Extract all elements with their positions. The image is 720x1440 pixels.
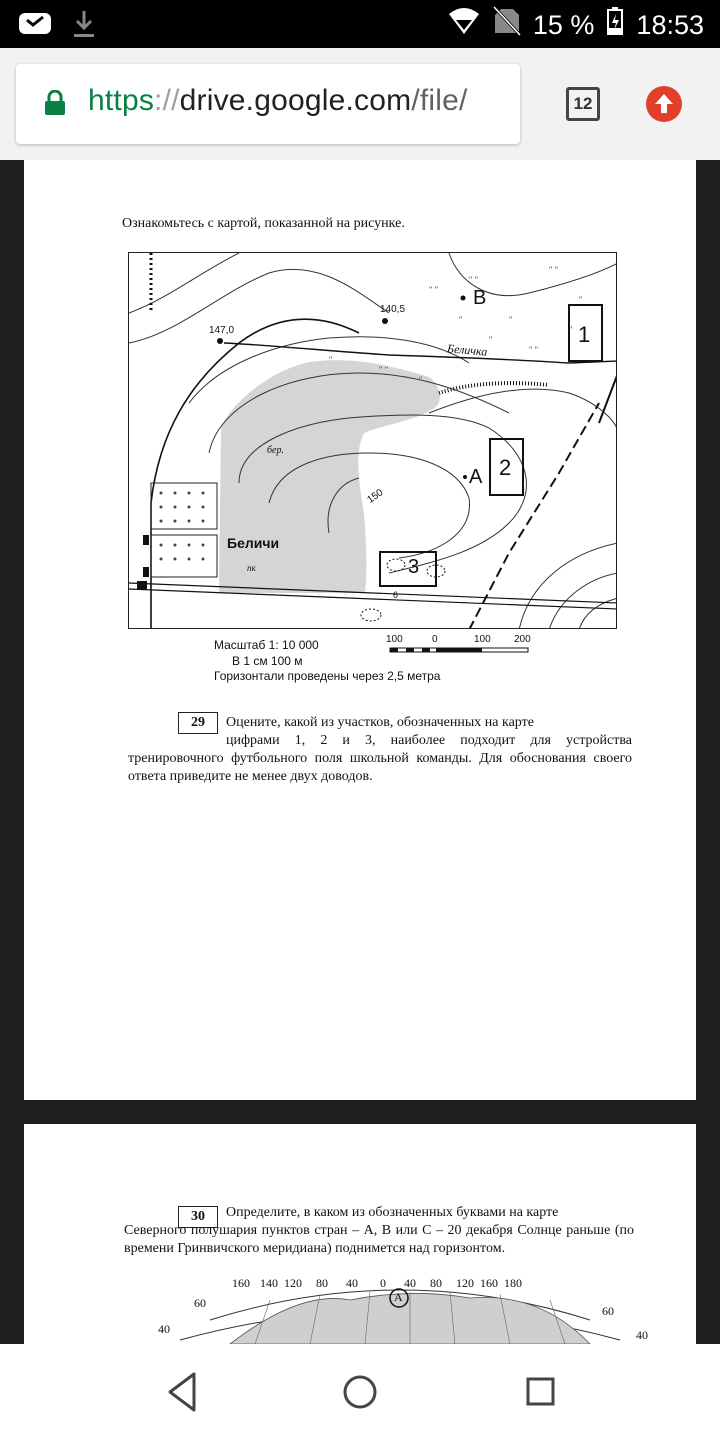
village-label: Беличи	[227, 535, 280, 551]
height-label-147: 147,0	[209, 325, 235, 336]
contour-line	[519, 543, 617, 629]
svg-text:" ": " "	[549, 265, 558, 275]
question-29-rest: цифрами 1, 2 и 3, наиболее подходит для устройства тренировочного футбольного поля школьной команды. Для обоснования своего ответа приведите не менее двух доводов.	[128, 733, 632, 784]
svg-text:" ": " "	[379, 365, 388, 375]
question-first-line: Определите, в каком из обозначенных буквами на карте	[226, 1205, 559, 1220]
document-page-1	[24, 160, 696, 1100]
longitude-label: 0	[380, 1276, 386, 1290]
scale-text: Масштаб 1: 10 000	[214, 638, 319, 652]
url-text[interactable]	[88, 84, 468, 118]
latitude-label: 60	[194, 1296, 206, 1310]
document-page-2	[24, 1124, 696, 1344]
svg-text:": "	[459, 315, 463, 325]
browser-toolbar	[0, 48, 720, 160]
contour-line	[129, 269, 389, 343]
site-1-label: 1	[578, 322, 591, 347]
message-icon	[18, 10, 52, 43]
longitude-label: 120	[456, 1276, 474, 1290]
river-label: Беличка	[446, 341, 488, 359]
download-icon	[70, 8, 98, 45]
svg-text:": "	[289, 345, 293, 355]
longitude-label: 160	[232, 1276, 250, 1290]
wifi-icon	[447, 6, 481, 43]
scale-tick: 200	[514, 634, 531, 645]
question-29-text	[226, 714, 632, 732]
site-2-label: 2	[499, 455, 512, 480]
longitude-label: 40	[404, 1276, 416, 1290]
no-sim-icon	[493, 6, 521, 43]
svg-text:" ": " "	[529, 345, 538, 355]
lock-icon	[44, 90, 66, 121]
scale-tick: 100	[474, 634, 491, 645]
pk-label: пк	[247, 563, 256, 573]
upload-button[interactable]	[646, 86, 682, 122]
point-a-dot	[463, 475, 467, 479]
back-icon[interactable]	[166, 1370, 198, 1419]
navigation-bar	[0, 1344, 720, 1440]
question-first-line: Оцените, какой из участков, обозначенных на карте	[226, 715, 534, 730]
orchard-field	[151, 535, 217, 577]
point-a-marker: A	[394, 1290, 403, 1304]
recents-icon[interactable]	[524, 1370, 556, 1419]
point-a-label: А	[469, 466, 483, 488]
home-icon[interactable]	[342, 1370, 378, 1419]
world-map	[150, 1276, 650, 1344]
height-point	[382, 318, 388, 324]
latitude-label: 40	[158, 1322, 170, 1336]
svg-text:" ": " "	[429, 285, 438, 295]
site-3-label: 3	[408, 556, 420, 578]
longitude-label: 160	[480, 1276, 498, 1290]
svg-text:": "	[509, 315, 513, 325]
question-29-number	[178, 712, 218, 734]
status-bar	[0, 0, 720, 48]
longitude-label: 180	[504, 1276, 522, 1290]
document-viewer[interactable]	[0, 160, 720, 1344]
scale-tick: 100	[386, 634, 403, 645]
latitude-label: 40	[636, 1328, 648, 1342]
question-number-text: 30	[191, 1209, 205, 1224]
contour-interval-text: Горизонтали проведены через 2,5 метра	[214, 669, 441, 683]
height-point	[217, 338, 223, 344]
shore-label: бер.	[267, 445, 284, 456]
longitude-label: 40	[346, 1276, 358, 1290]
battery-charging-icon	[606, 6, 624, 43]
svg-text:": "	[579, 295, 583, 305]
latitude-label: 60	[602, 1304, 614, 1318]
map-legend	[128, 632, 617, 684]
url-separator: ://	[154, 84, 180, 117]
url-scheme: https	[88, 84, 155, 117]
highway-line	[129, 589, 617, 609]
svg-text:" ": " "	[469, 275, 478, 285]
longitude-label: 80	[430, 1276, 442, 1290]
intro-text: Ознакомьтесь с картой, показанной на рисунке.	[122, 216, 405, 231]
cm-text: В 1 см 100 м	[232, 654, 303, 668]
scale-bar	[386, 634, 536, 658]
svg-text:": "	[419, 375, 423, 385]
url-bar[interactable]	[16, 64, 520, 144]
height-label-140: 140,5	[380, 304, 406, 315]
question-number-text: 29	[191, 715, 205, 730]
tab-switcher-button[interactable]	[566, 87, 600, 121]
question-30-first-line	[226, 1204, 634, 1222]
svg-text:": "	[569, 325, 573, 335]
tab-count: 12	[573, 94, 593, 113]
contour-line	[129, 253, 239, 313]
road-number-label: 6	[393, 590, 399, 600]
contour-line	[429, 389, 617, 433]
contour-150-label: 150	[365, 487, 386, 506]
url-path: /file/	[411, 84, 468, 117]
longitude-label: 140	[260, 1276, 278, 1290]
point-b-label: В	[473, 287, 487, 309]
clock: 18:53	[636, 9, 704, 40]
topographic-map	[128, 252, 617, 629]
forest-area	[219, 360, 440, 593]
svg-text:": "	[489, 335, 493, 345]
longitude-label: 80	[316, 1276, 328, 1290]
arrow-up-icon	[653, 92, 675, 116]
svg-text:": "	[329, 355, 333, 365]
point-b-dot	[461, 296, 466, 301]
battery-percent: 15 %	[532, 9, 595, 40]
highway-line	[129, 583, 617, 603]
scale-tick: 0	[432, 634, 438, 645]
longitude-label: 120	[284, 1276, 302, 1290]
question-30-rest: Северного полушария пунктов стран – А, В или С – 20 декабря Солнце раньше (по времени Гринвичского меридиана) поднимется над горизонтом.	[124, 1223, 634, 1256]
url-host: drive.google.com	[179, 84, 412, 117]
